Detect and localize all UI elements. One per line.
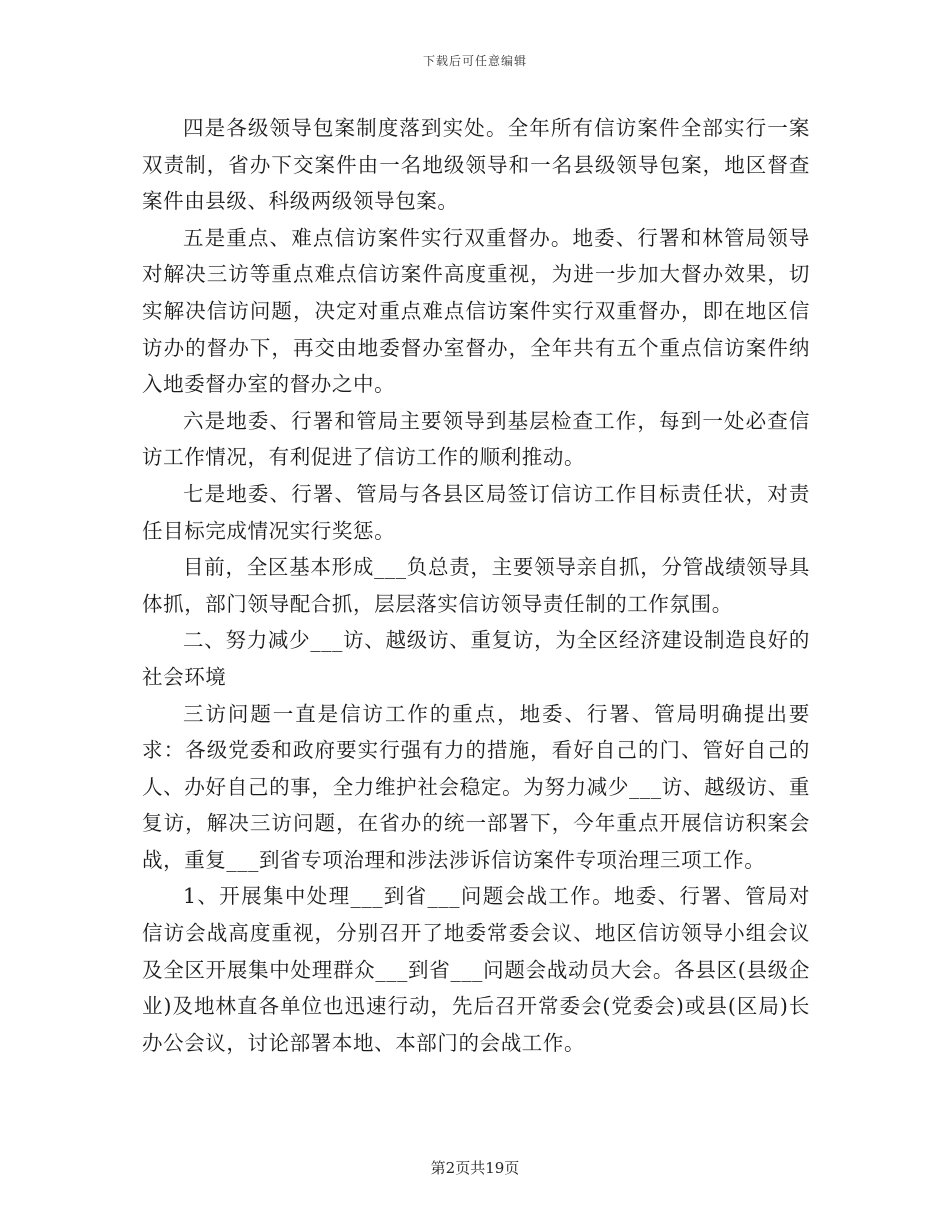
- paragraph-7: 三访问题一直是信访工作的重点，地委、行署、管局明确提出要求：各级党委和政府要实行强有力的措施，看好自己的门、管好自己的人、办好自己的事，全力维护社会稳定。为努力减少___访、越级访、重复访，解决三访问题，在省办的统一部署下，今年重点开展信访积案会战，重复___到省专项治理和涉法涉诉信访案件专项治理三项工作。: [142, 701, 810, 872]
- paragraph-8: 1、开展集中处理___到省___问题会战工作。地委、行署、管局对信访会战高度重视，分别召开了地委常委会议、地区信访领导小组会议及全区开展集中处理群众___到省___问题会战动员大会。各县区(县级企业)及地林直各单位也迅速行动，先后召开常委会(党委会)或县(区局)长办公会议，讨论部署本地、本部门的会战工作。: [142, 884, 810, 1055]
- page-header-note: 下载后可任意编辑: [422, 54, 527, 68]
- paragraph-3: 六是地委、行署和管局主要领导到基层检查工作，每到一处必查信访工作情况，有利促进了信访工作的顺利推动。: [142, 408, 810, 470]
- section-heading-2: 二、努力减少___访、越级访、重复访，为全区经济建设制造良好的社会环境: [142, 628, 810, 689]
- document-body: [142, 110, 810, 1061]
- paragraph-5: 目前，全区基本形成___负总责，主要领导亲自抓，分管战绩领导具体抓，部门领导配合抓，层层落实信访领导责任制的工作氛围。: [142, 555, 810, 616]
- page-number: 第2页共19页: [430, 1159, 520, 1177]
- paragraph-1: 四是各级领导包案制度落到实处。全年所有信访案件全部实行一案双责制，省办下交案件由一名地级领导和一名县级领导包案，地区督查案件由县级、科级两级领导包案。: [142, 116, 810, 214]
- paragraph-4: 七是地委、行署、管局与各县区局签订信访工作目标责任状，对责任目标完成情况实行奖惩。: [142, 481, 810, 543]
- paragraph-2: 五是重点、难点信访案件实行双重督办。地委、行署和林管局领导对解决三访等重点难点信访案件高度重视，为进一步加大督办效果，切实解决信访问题，决定对重点难点信访案件实行双重督办，即在地区信访办的督办下，再交由地委督办室督办，全年共有五个重点信访案件纳入地委督办室的督办之中。: [142, 225, 810, 397]
